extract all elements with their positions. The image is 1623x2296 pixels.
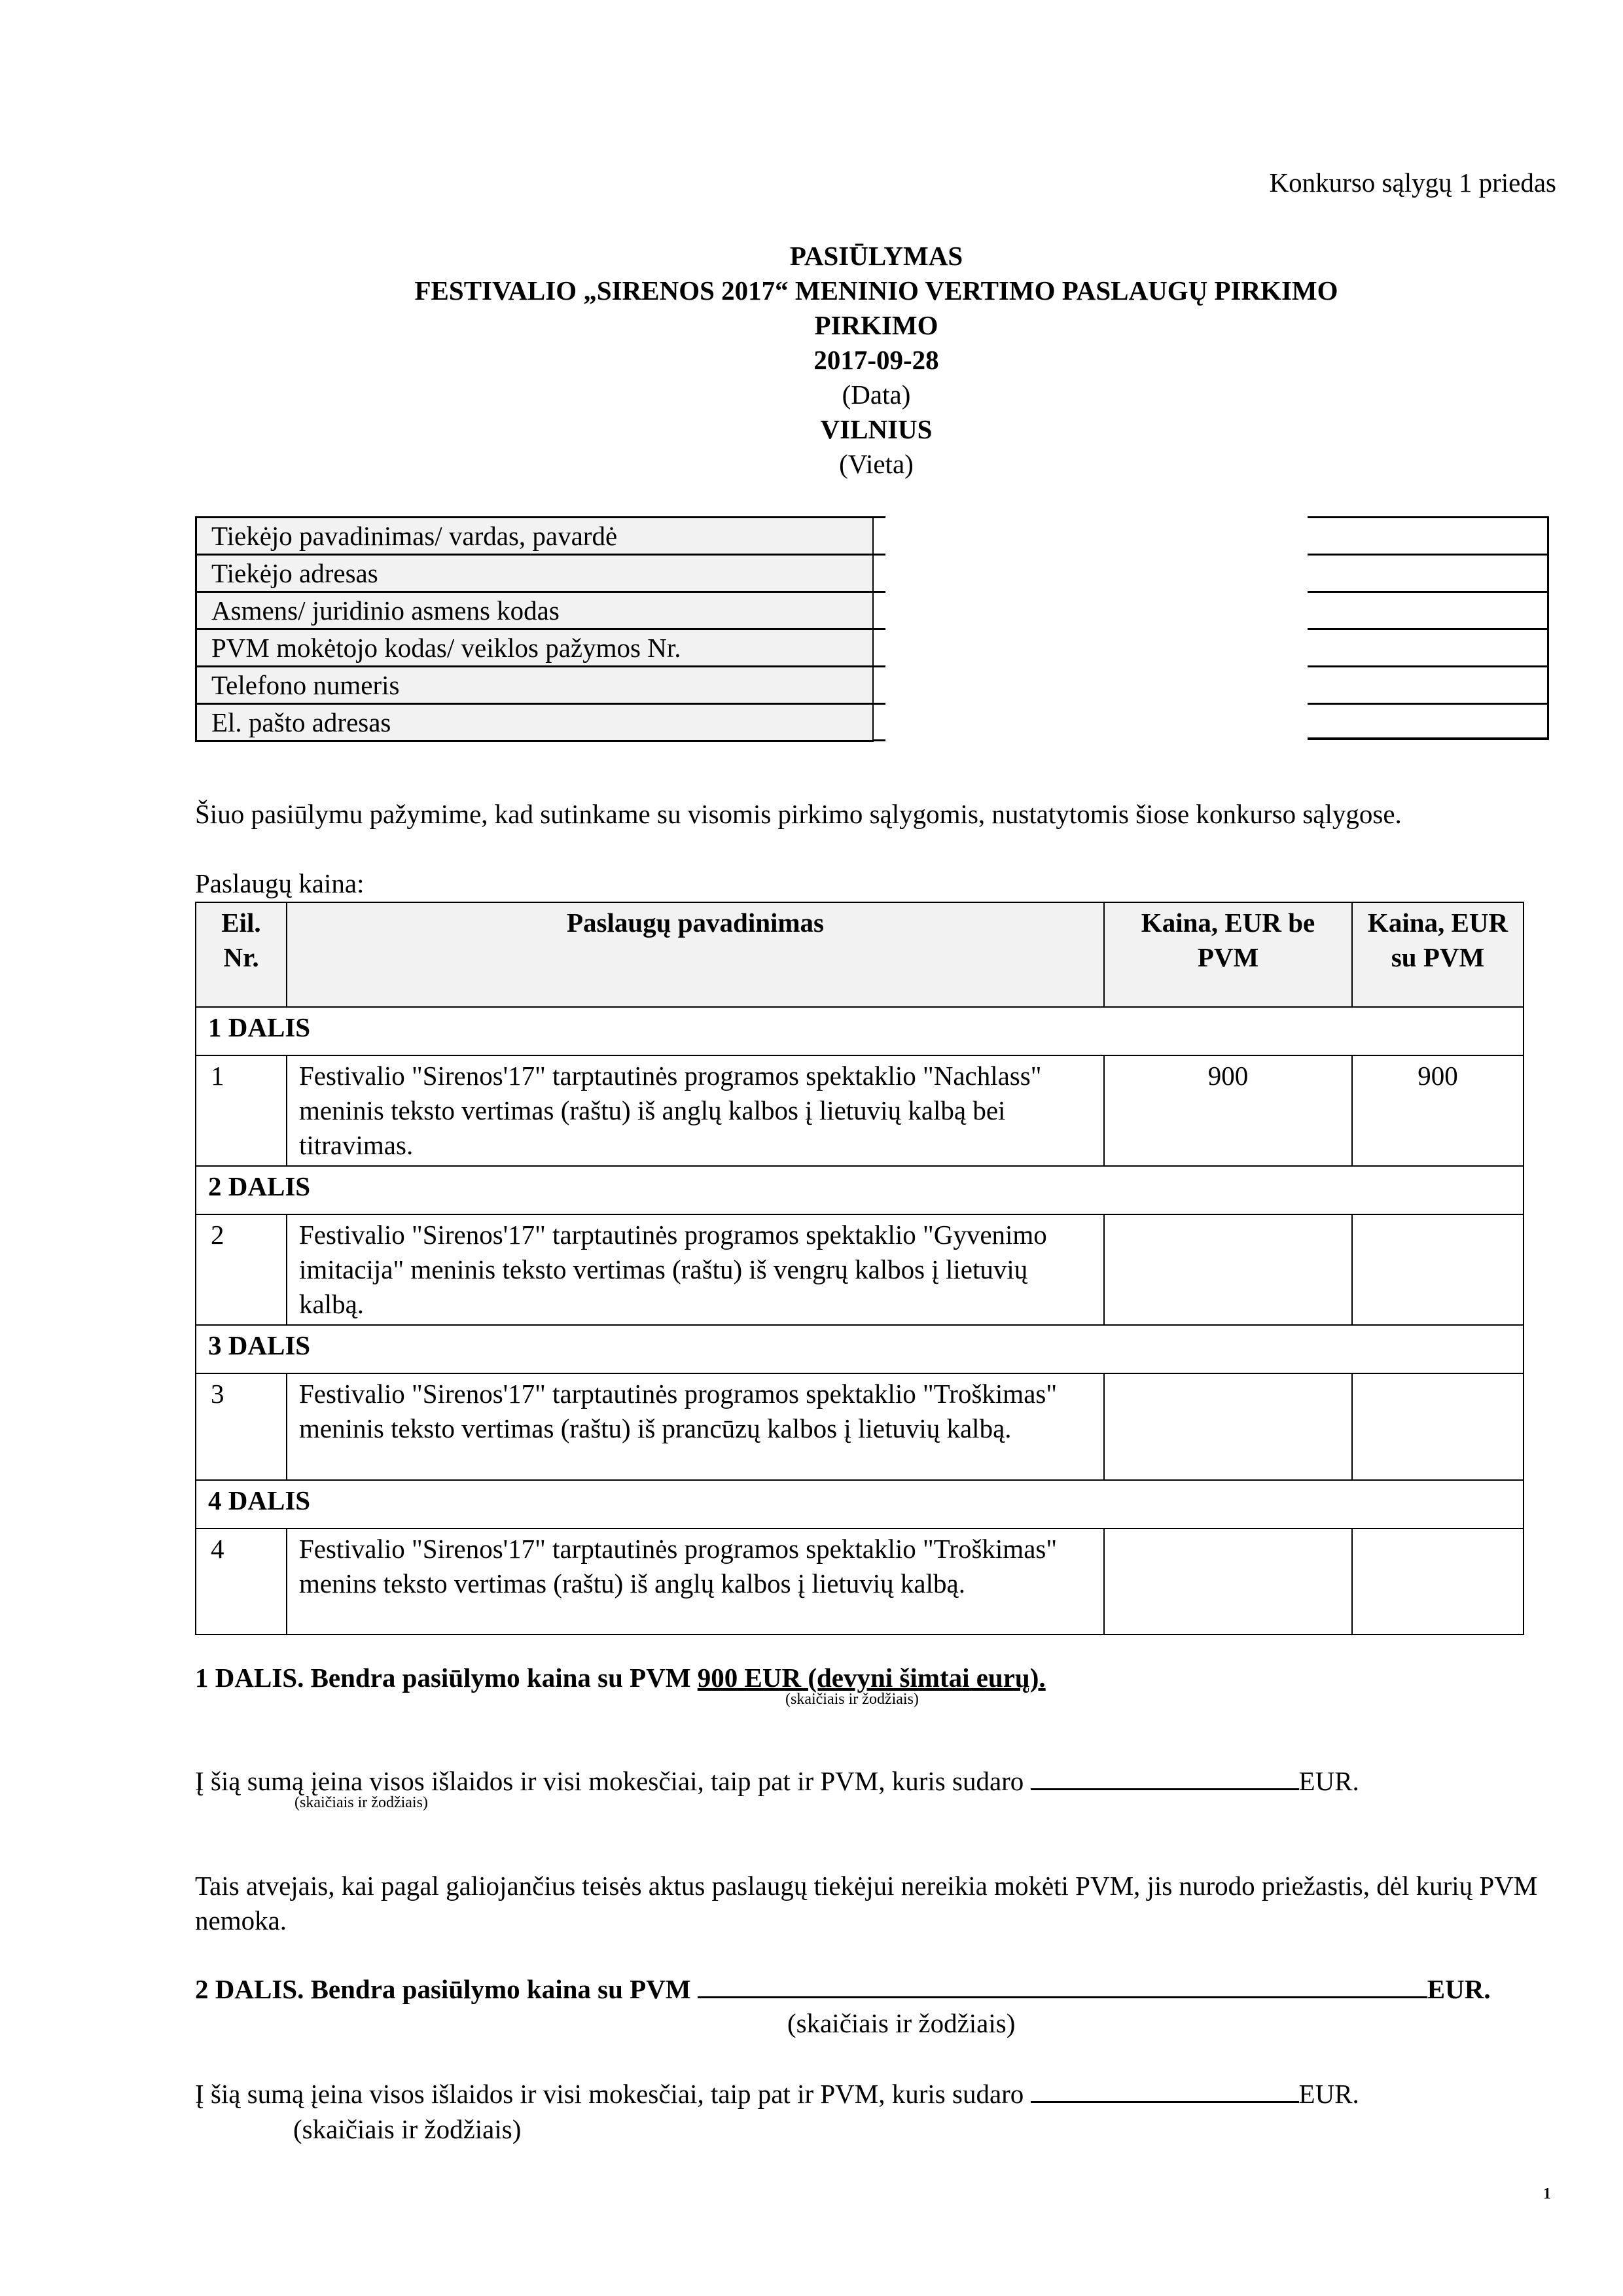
part2-blank[interactable] — [698, 1996, 1427, 1998]
row-price-ex-vat[interactable] — [1104, 1373, 1352, 1480]
supplier-value-column — [1308, 516, 1549, 740]
supplier-value-field[interactable] — [1308, 516, 1549, 554]
row-price-ex-vat[interactable] — [1104, 1528, 1352, 1634]
vat1-line — [195, 1765, 1359, 1797]
divider — [874, 516, 885, 518]
supplier-value-field[interactable] — [1308, 591, 1549, 628]
supplier-value-field[interactable] — [1308, 703, 1549, 740]
row-no: 4 — [196, 1528, 287, 1634]
supplier-value-field[interactable] — [1308, 628, 1549, 665]
row-price-inc-vat[interactable] — [1352, 1528, 1524, 1634]
divider — [874, 739, 885, 741]
place: VILNIUS — [820, 414, 933, 444]
agreement-statement: Šiuo pasiūlymu pažymime, kad sutinkame su visomis pirkimo sąlygomis, nustatytomis šiose konkurso sąlygose. — [195, 799, 1402, 829]
annex-label: Konkurso sąlygų 1 priedas — [1269, 168, 1556, 198]
price-label: Paslaugų kaina: — [195, 868, 365, 898]
part1-total-label: 1 DALIS. Bendra pasiūlymo kaina su PVM — [195, 1663, 698, 1693]
table-row — [196, 1214, 1524, 1325]
col-header-no: Eil. Nr. — [196, 902, 287, 1007]
date-label: (Data) — [842, 380, 911, 410]
row-name: Festivalio "Sirenos'17" tarptautinės programos spektaklio "Gyvenimo imitacija" meninis teksto vertimas (raštu) iš vengrų kalbos į lietuvių kalbą. — [287, 1214, 1104, 1325]
document-title — [0, 239, 1623, 482]
row-price-ex-vat[interactable] — [1104, 1214, 1352, 1325]
vat2-line — [195, 2078, 1359, 2110]
title-line: PASIŪLYMAS — [789, 241, 963, 271]
part2-suffix: EUR. — [1427, 1974, 1491, 2004]
supplier-table — [195, 516, 874, 742]
supplier-field-label: El. pašto adresas — [196, 704, 874, 741]
row-price-inc-vat[interactable] — [1352, 1214, 1524, 1325]
table-row — [196, 1055, 1524, 1166]
supplier-field-label: Tiekėjo adresas — [196, 555, 874, 592]
vat1-suffix: EUR. — [1298, 1766, 1359, 1796]
row-name: Festivalio "Sirenos'17" tarptautinės programos spektaklio "Nachlass" meninis teksto vertimas (raštu) iš anglų kalbos į lietuvių kalbą bei titravimas. — [287, 1055, 1104, 1166]
part-header: 2 DALIS — [196, 1166, 1524, 1214]
part1-total — [195, 1662, 1046, 1693]
part2-total — [195, 1973, 1491, 2005]
col-header-price-inc-vat: Kaina, EUR su PVM — [1352, 902, 1524, 1007]
row-no: 1 — [196, 1055, 287, 1166]
row-name: Festivalio "Sirenos'17" tarptautinės programos spektaklio "Troškimas" menins teksto vertimas (raštu) iš anglų kalbos į lietuvių kalbą. — [287, 1528, 1104, 1634]
supplier-field-label: PVM mokėtojo kodas/ veiklos pažymos Nr. — [196, 629, 874, 667]
divider — [874, 591, 885, 593]
row-no: 3 — [196, 1373, 287, 1480]
part-header: 4 DALIS — [196, 1480, 1524, 1528]
col-header-name: Paslaugų pavadinimas — [287, 902, 1104, 1007]
part-header: 1 DALIS — [196, 1007, 1524, 1055]
title-line: FESTIVALIO „SIRENOS 2017“ MENINIO VERTIMO PASLAUGŲ PIRKIMO — [414, 275, 1338, 306]
supplier-field-label: Asmens/ juridinio asmens kodas — [196, 592, 874, 629]
page-number: 1 — [1543, 2185, 1551, 2202]
supplier-value-field[interactable] — [1308, 665, 1549, 703]
divider — [874, 665, 885, 667]
table-row — [196, 1373, 1524, 1480]
row-no: 2 — [196, 1214, 287, 1325]
vat2-suffix: EUR. — [1298, 2079, 1359, 2109]
services-table — [195, 902, 1524, 1635]
row-price-inc-vat[interactable]: 900 — [1352, 1055, 1524, 1166]
row-price-inc-vat[interactable] — [1352, 1373, 1524, 1480]
supplier-field-label: Telefono numeris — [196, 667, 874, 704]
place-label: (Vieta) — [839, 449, 914, 479]
part-header: 3 DALIS — [196, 1325, 1524, 1373]
vat1-blank[interactable] — [1031, 1788, 1299, 1790]
row-price-ex-vat[interactable]: 900 — [1104, 1055, 1352, 1166]
divider — [874, 703, 885, 705]
part1-note: (skaičiais ir žodžiais) — [785, 1691, 919, 1708]
vat2-note: (skaičiais ir žodžiais) — [293, 2114, 522, 2144]
row-name: Festivalio "Sirenos'17" tarptautinės programos spektaklio "Troškimas" meninis teksto vertimas (raštu) iš prancūzų kalbos į lietuvių kalbą. — [287, 1373, 1104, 1480]
vat1-text: Į šią sumą įeina visos išlaidos ir visi mokesčiai, taip pat ir PVM, kuris sudaro — [195, 1766, 1031, 1796]
part2-total-label: 2 DALIS. Bendra pasiūlymo kaina su PVM — [195, 1974, 698, 2004]
supplier-field-label: Tiekėjo pavadinimas/ vardas, pavardė — [196, 518, 874, 555]
divider — [874, 554, 885, 556]
vat2-text: Į šią sumą įeina visos išlaidos ir visi mokesčiai, taip pat ir PVM, kuris sudaro — [195, 2079, 1031, 2109]
date: 2017-09-28 — [813, 345, 939, 375]
title-line: PIRKIMO — [814, 310, 938, 340]
part1-total-value: 900 EUR (devyni šimtai eurų). — [697, 1663, 1046, 1693]
vat-exempt-note: Tais atvejais, kai pagal galiojančius teisės aktus paslaugų tiekėjui nereikia mokėti PVM, jis nurodo priežastis, dėl kurių PVM nemoka. — [195, 1871, 1538, 1935]
part2-note: (skaičiais ir žodžiais) — [787, 2008, 1016, 2038]
supplier-value-field[interactable] — [1308, 554, 1549, 591]
vat2-blank[interactable] — [1031, 2101, 1299, 2103]
vat1-note: (skaičiais ir žodžiais) — [294, 1794, 428, 1811]
col-header-price-ex-vat: Kaina, EUR be PVM — [1104, 902, 1352, 1007]
divider — [874, 628, 885, 630]
table-row — [196, 1528, 1524, 1634]
